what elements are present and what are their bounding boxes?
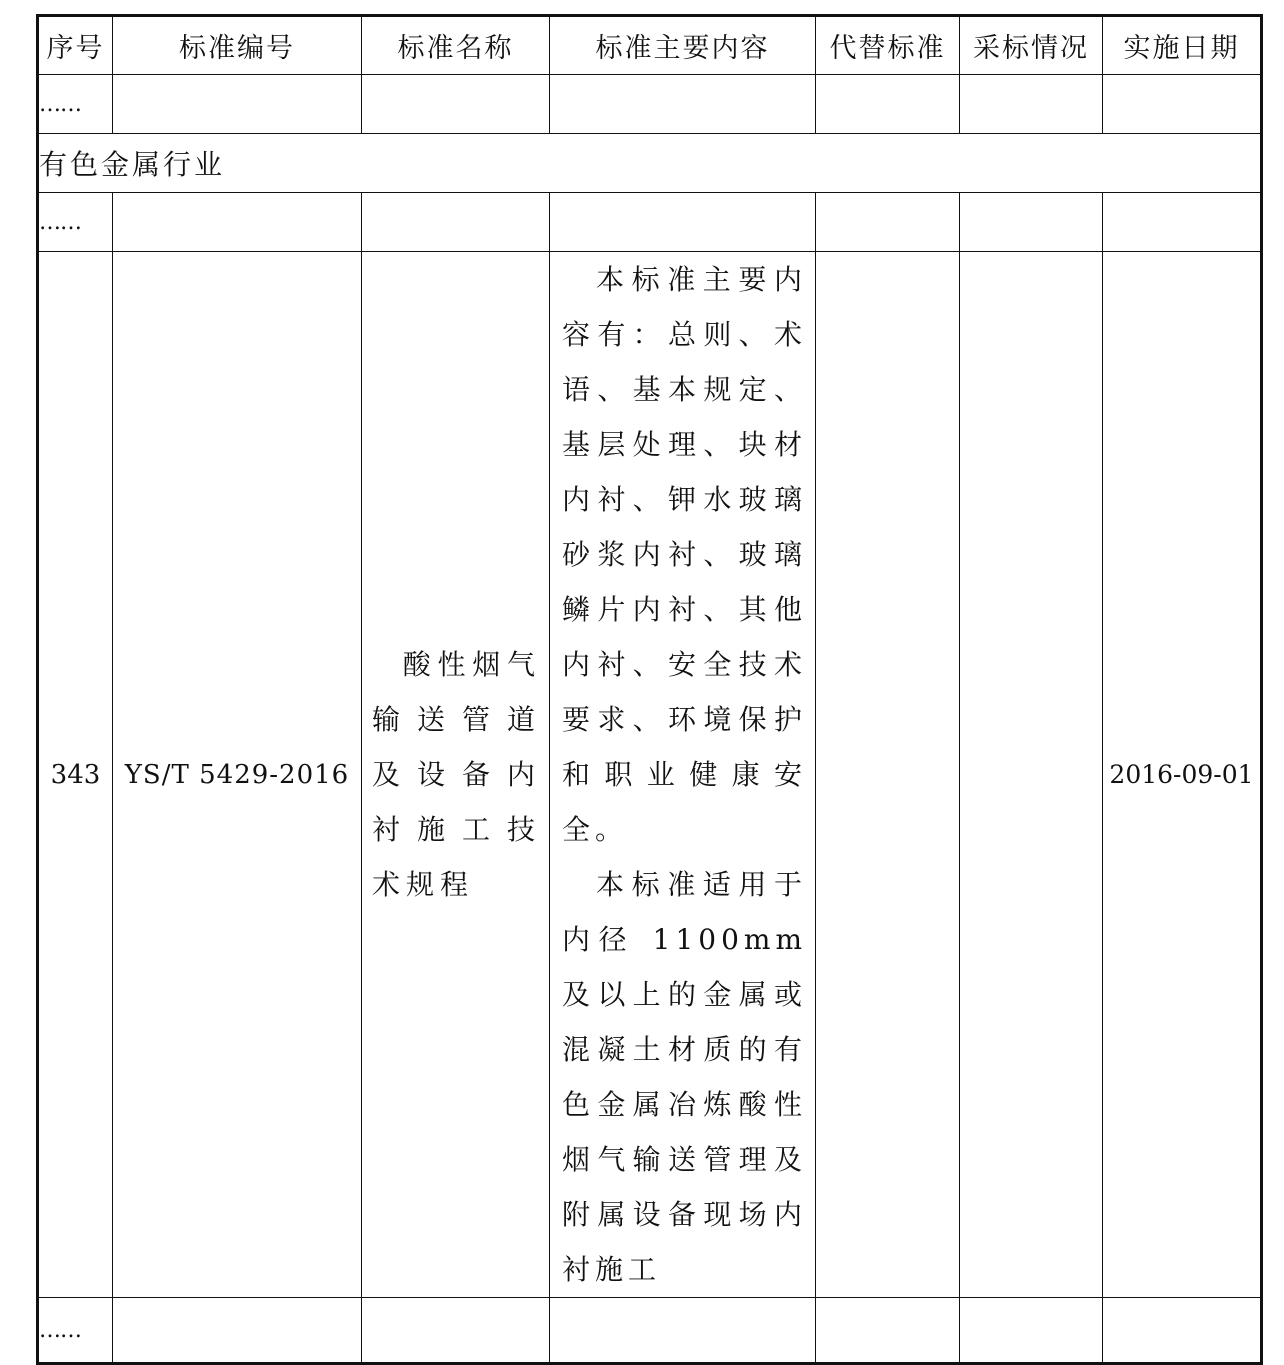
header-cell-replaced: 代替标准 <box>816 16 960 75</box>
empty-cell <box>550 75 816 134</box>
empty-cell <box>362 193 550 252</box>
header-cell-number: 序号 <box>38 16 113 75</box>
implementation-date: 2016-09-01 <box>1103 252 1262 1298</box>
empty-cell <box>816 1298 960 1364</box>
empty-cell <box>816 75 960 134</box>
ellipsis-cell: …… <box>38 75 113 134</box>
ellipsis-cell: …… <box>38 193 113 252</box>
ellipsis-cell: …… <box>38 1298 113 1364</box>
empty-cell <box>362 1298 550 1364</box>
header-cell-content: 标准主要内容 <box>550 16 816 75</box>
empty-cell <box>550 1298 816 1364</box>
header-cell-code: 标准编号 <box>113 16 362 75</box>
standards-table <box>36 14 1263 1365</box>
empty-cell <box>960 1298 1103 1364</box>
standard-code: YS/T 5429-2016 <box>113 252 362 1298</box>
row-number: 343 <box>38 252 113 1298</box>
section-title: 有色金属行业 <box>38 134 1262 193</box>
standard-content-cell <box>550 252 816 1298</box>
header-cell-name: 标准名称 <box>362 16 550 75</box>
ellipsis-row <box>38 1298 1262 1364</box>
adoption-status <box>960 252 1103 1298</box>
table-row <box>38 252 1262 1298</box>
empty-cell <box>113 75 362 134</box>
content-paragraph-1: 本标准主要内容有：总则、术语、基本规定、基层处理、块材内衬、钾水玻璃砂浆内衬、玻璃鳞片内衬、其他内衬、安全技术要求、环境保护和职业健康安全。 <box>562 263 807 846</box>
header-cell-adoption: 采标情况 <box>960 16 1103 75</box>
empty-cell <box>362 75 550 134</box>
empty-cell <box>1103 1298 1262 1364</box>
empty-cell <box>960 193 1103 252</box>
replaced-standard <box>816 252 960 1298</box>
empty-cell <box>113 1298 362 1364</box>
empty-cell <box>113 193 362 252</box>
empty-cell <box>1103 193 1262 252</box>
standard-name-cell <box>362 252 550 1298</box>
section-row <box>38 134 1262 193</box>
header-row <box>38 16 1262 75</box>
ellipsis-row <box>38 75 1262 134</box>
content-paragraph-2: 本标准适用于内径 1100mm 及以上的金属或混凝土材质的有色金属冶炼酸性烟气输送管理及附属设备现场内衬施工 <box>562 868 807 1286</box>
ellipsis-row <box>38 193 1262 252</box>
empty-cell <box>960 75 1103 134</box>
empty-cell <box>1103 75 1262 134</box>
empty-cell <box>816 193 960 252</box>
empty-cell <box>550 193 816 252</box>
standard-name: 酸性烟气输送管道及设备内衬施工技术规程 <box>372 648 541 901</box>
header-cell-date: 实施日期 <box>1103 16 1262 75</box>
